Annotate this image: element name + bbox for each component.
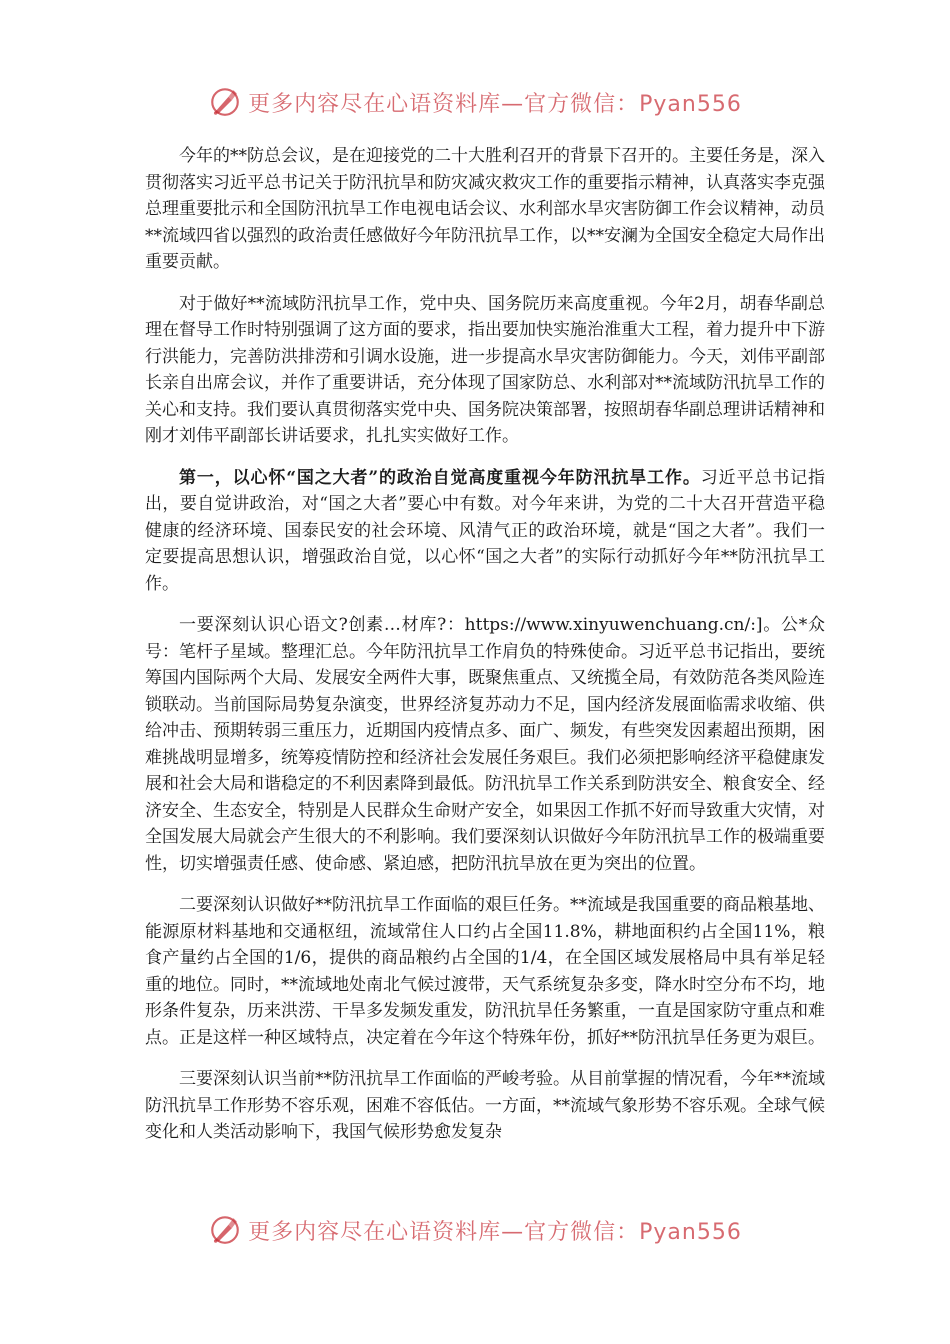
paragraph-5	[145, 892, 825, 1051]
paragraph-4	[145, 612, 825, 877]
paragraph-1-text: 今年的**防总会议，是在迎接党的二十大胜利召开的背景下召开的。主要任务是，深入贯彻落实习近平总书记关于防汛抗旱和防灾减灾救灾工作的重要指示精神，认真落实李克强总理重要批示和全国防汛抗旱工作电视电话会议、水利部水旱灾害防御工作会议精神，动员**流域四省以强烈的政治责任感做好今年防汛抗旱工作，以**安澜为全国安全稳定大局作出重要贡献。	[145, 146, 825, 272]
pen-logo-icon	[208, 85, 242, 119]
section-heading-first: 第一，以心怀“国之大者”的政治自觉高度重视今年防汛抗旱工作。	[179, 467, 701, 488]
paragraph-2	[145, 291, 825, 450]
paragraph-6	[145, 1066, 825, 1146]
footer-banner-text: 更多内容尽在心语资料库—官方微信：Pyan556	[248, 1219, 742, 1245]
footer-banner	[0, 1210, 950, 1250]
paragraph-5-text: 二要深刻认识做好**防汛抗旱工作面临的艰巨任务。**流域是我国重要的商品粮基地、能源原材料基地和交通枢纽，流域常住人口约占全国11.8%，耕地面积约占全国11%，粮食产量约占全国的1/6，提供的商品粮约占全国的1/4，在全国区域发展格局中具有举足轻重的地位。同时，**流域地处南北气候过渡带，天气系统复杂多变，降水时空分布不均，地形条件复杂，历来洪涝、干旱多发频发重发，防汛抗旱任务繁重，一直是国家防守重点和难点。正是这样一种区域特点，决定着在今年这个特殊年份，抓好**防汛抗旱任务更为艰巨。	[145, 895, 825, 1048]
header-banner-text: 更多内容尽在心语资料库—官方微信：Pyan556	[248, 91, 742, 117]
paragraph-2-text: 对于做好**流域防汛抗旱工作，党中央、国务院历来高度重视。今年2月，胡春华副总理在督导工作时特别强调了这方面的要求，指出要加快实施治淮重大工程，着力提升中下游行洪能力，完善防洪排涝和引调水设施，进一步提高水旱灾害防御能力。今天，刘伟平副部长亲自出席会议，并作了重要讲话，充分体现了国家防总、水利部对**流域防汛抗旱工作的关心和支持。我们要认真贯彻落实党中央、国务院决策部署，按照胡春华副总理讲话精神和刚才刘伟平副部长讲话要求，扎扎实实做好工作。	[145, 293, 825, 446]
pen-logo-icon	[208, 1213, 242, 1247]
document-body	[145, 143, 825, 1161]
header-banner	[0, 82, 950, 122]
paragraph-6-text: 三要深刻认识当前**防汛抗旱工作面临的严峻考验。从目前掌握的情况看，今年**流域防汛抗旱工作形势不容乐观，困难不容低估。一方面，**流域气象形势不容乐观。全球气候变化和人类活动影响下，我国气候形势愈发复杂	[145, 1069, 825, 1142]
paragraph-3-text: 习近平总书记指出，要自觉讲政治，对“国之大者”要心中有数。对今年来讲，为党的二十大召开营造平稳健康的经济环境、国泰民安的社会环境、风清气正的政治环境，就是“国之大者”。我们一定要提高思想认识，增强政治自觉，以心怀“国之大者”的实际行动抓好今年**防汛抗旱工作。	[145, 467, 826, 594]
paragraph-4-text: 一要深刻认识心语文?创素…材库?：https://www.xinyuwenchuang.cn/:]。公*众号：笔杆子星域。整理汇总。今年防汛抗旱工作肩负的特殊使命。习近平总书记指出，要统筹国内国际两个大局、发展安全两件大事，既聚焦重点、又统揽全局，有效防范各类风险连锁联动。当前国际局势复杂演变，世界经济复苏动力不足，国内经济发展面临需求收缩、供给冲击、预期转弱三重压力，近期国内疫情点多、面广、频发，有些突发因素超出预期，困难挑战明显增多，统筹疫情防控和经济社会发展任务艰巨。我们必须把影响经济平稳健康发展和社会大局和谐稳定的不利因素降到最低。防汛抗旱工作关系到防洪安全、粮食安全、经济安全、生态安全，特别是人民群众生命财产安全，如果因工作抓不好而导致重大灾情，对全国发展大局就会产生很大的不利影响。我们要深刻认识做好今年防汛抗旱工作的极端重要性，切实增强责任感、使命感、紧迫感，把防汛抗旱放在更为突出的位置。	[145, 615, 825, 874]
paragraph-3	[145, 465, 825, 598]
paragraph-1	[145, 143, 825, 276]
